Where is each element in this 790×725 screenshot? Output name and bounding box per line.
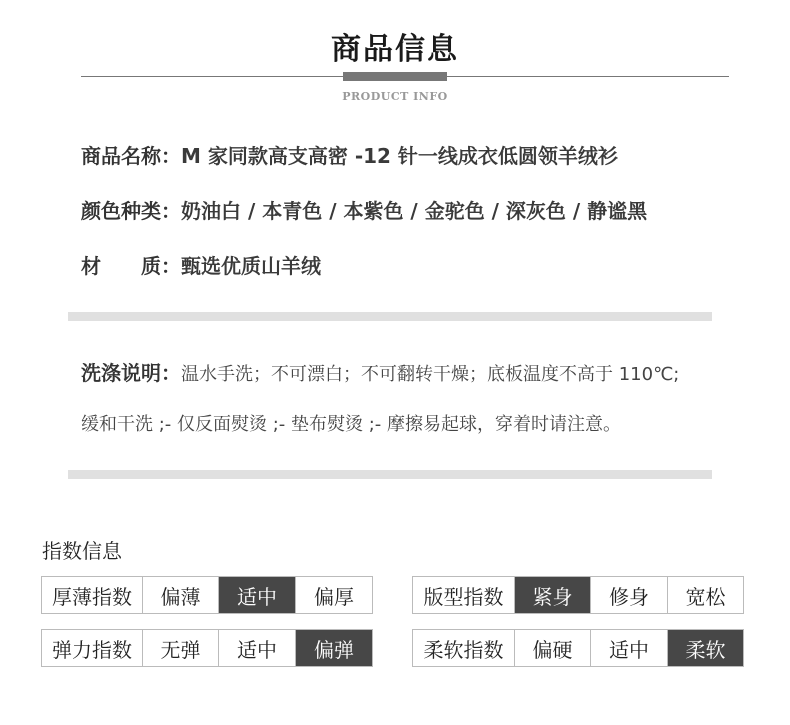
care-line-1 — [81, 357, 679, 386]
index-option-selected: 紧身 — [514, 577, 590, 613]
index-option: 偏硬 — [514, 630, 590, 666]
care-text-1: 温水手洗；不可漂白；不可翻转干燥；底板温度不高于 110℃; — [181, 364, 680, 385]
index-label: 柔软指数 — [413, 630, 514, 666]
care-line-2: 缓和干洗 ;- 仅反面熨烫 ;- 垫布熨烫 ;- 摩擦易起球，穿着时请注意。 — [81, 414, 622, 435]
index-label: 弹力指数 — [42, 630, 142, 666]
index-option-selected: 柔软 — [667, 630, 743, 666]
product-color-value: 奶油白 / 本青色 / 本紫色 / 金驼色 / 深灰色 / 静谧黑 — [181, 199, 648, 223]
product-material-label: 材 质： — [81, 254, 181, 278]
index-option: 宽松 — [667, 577, 743, 613]
index-option-selected: 适中 — [218, 577, 295, 613]
product-material-value: 甄选优质山羊绒 — [181, 254, 321, 278]
product-name-row — [81, 140, 618, 169]
index-option: 适中 — [218, 630, 295, 666]
page-subtitle: PRODUCT INFO — [342, 90, 448, 103]
index-table-softness — [412, 629, 744, 667]
care-label: 洗涤说明： — [81, 361, 181, 385]
product-material-row — [81, 250, 321, 279]
index-option-selected: 偏弹 — [295, 630, 372, 666]
page-title: 商品信息 — [331, 32, 459, 67]
product-name-label: 商品名称： — [81, 144, 181, 168]
product-color-row — [81, 195, 647, 224]
index-label: 版型指数 — [413, 577, 514, 613]
index-option: 修身 — [590, 577, 667, 613]
index-option: 偏厚 — [295, 577, 372, 613]
index-label: 厚薄指数 — [42, 577, 142, 613]
index-table-fit — [412, 576, 744, 614]
index-option: 偏薄 — [142, 577, 218, 613]
product-name-value: M 家同款高支高密 -12 针一线成衣低圆领羊绒衫 — [181, 144, 618, 168]
index-table-elasticity — [41, 629, 373, 667]
section-separator — [68, 470, 712, 479]
product-color-label: 颜色种类： — [81, 199, 181, 223]
index-option: 无弹 — [142, 630, 218, 666]
index-heading: 指数信息 — [42, 539, 122, 563]
index-table-thickness — [41, 576, 373, 614]
section-separator — [68, 312, 712, 321]
title-divider-accent — [343, 72, 447, 81]
index-option: 适中 — [590, 630, 667, 666]
